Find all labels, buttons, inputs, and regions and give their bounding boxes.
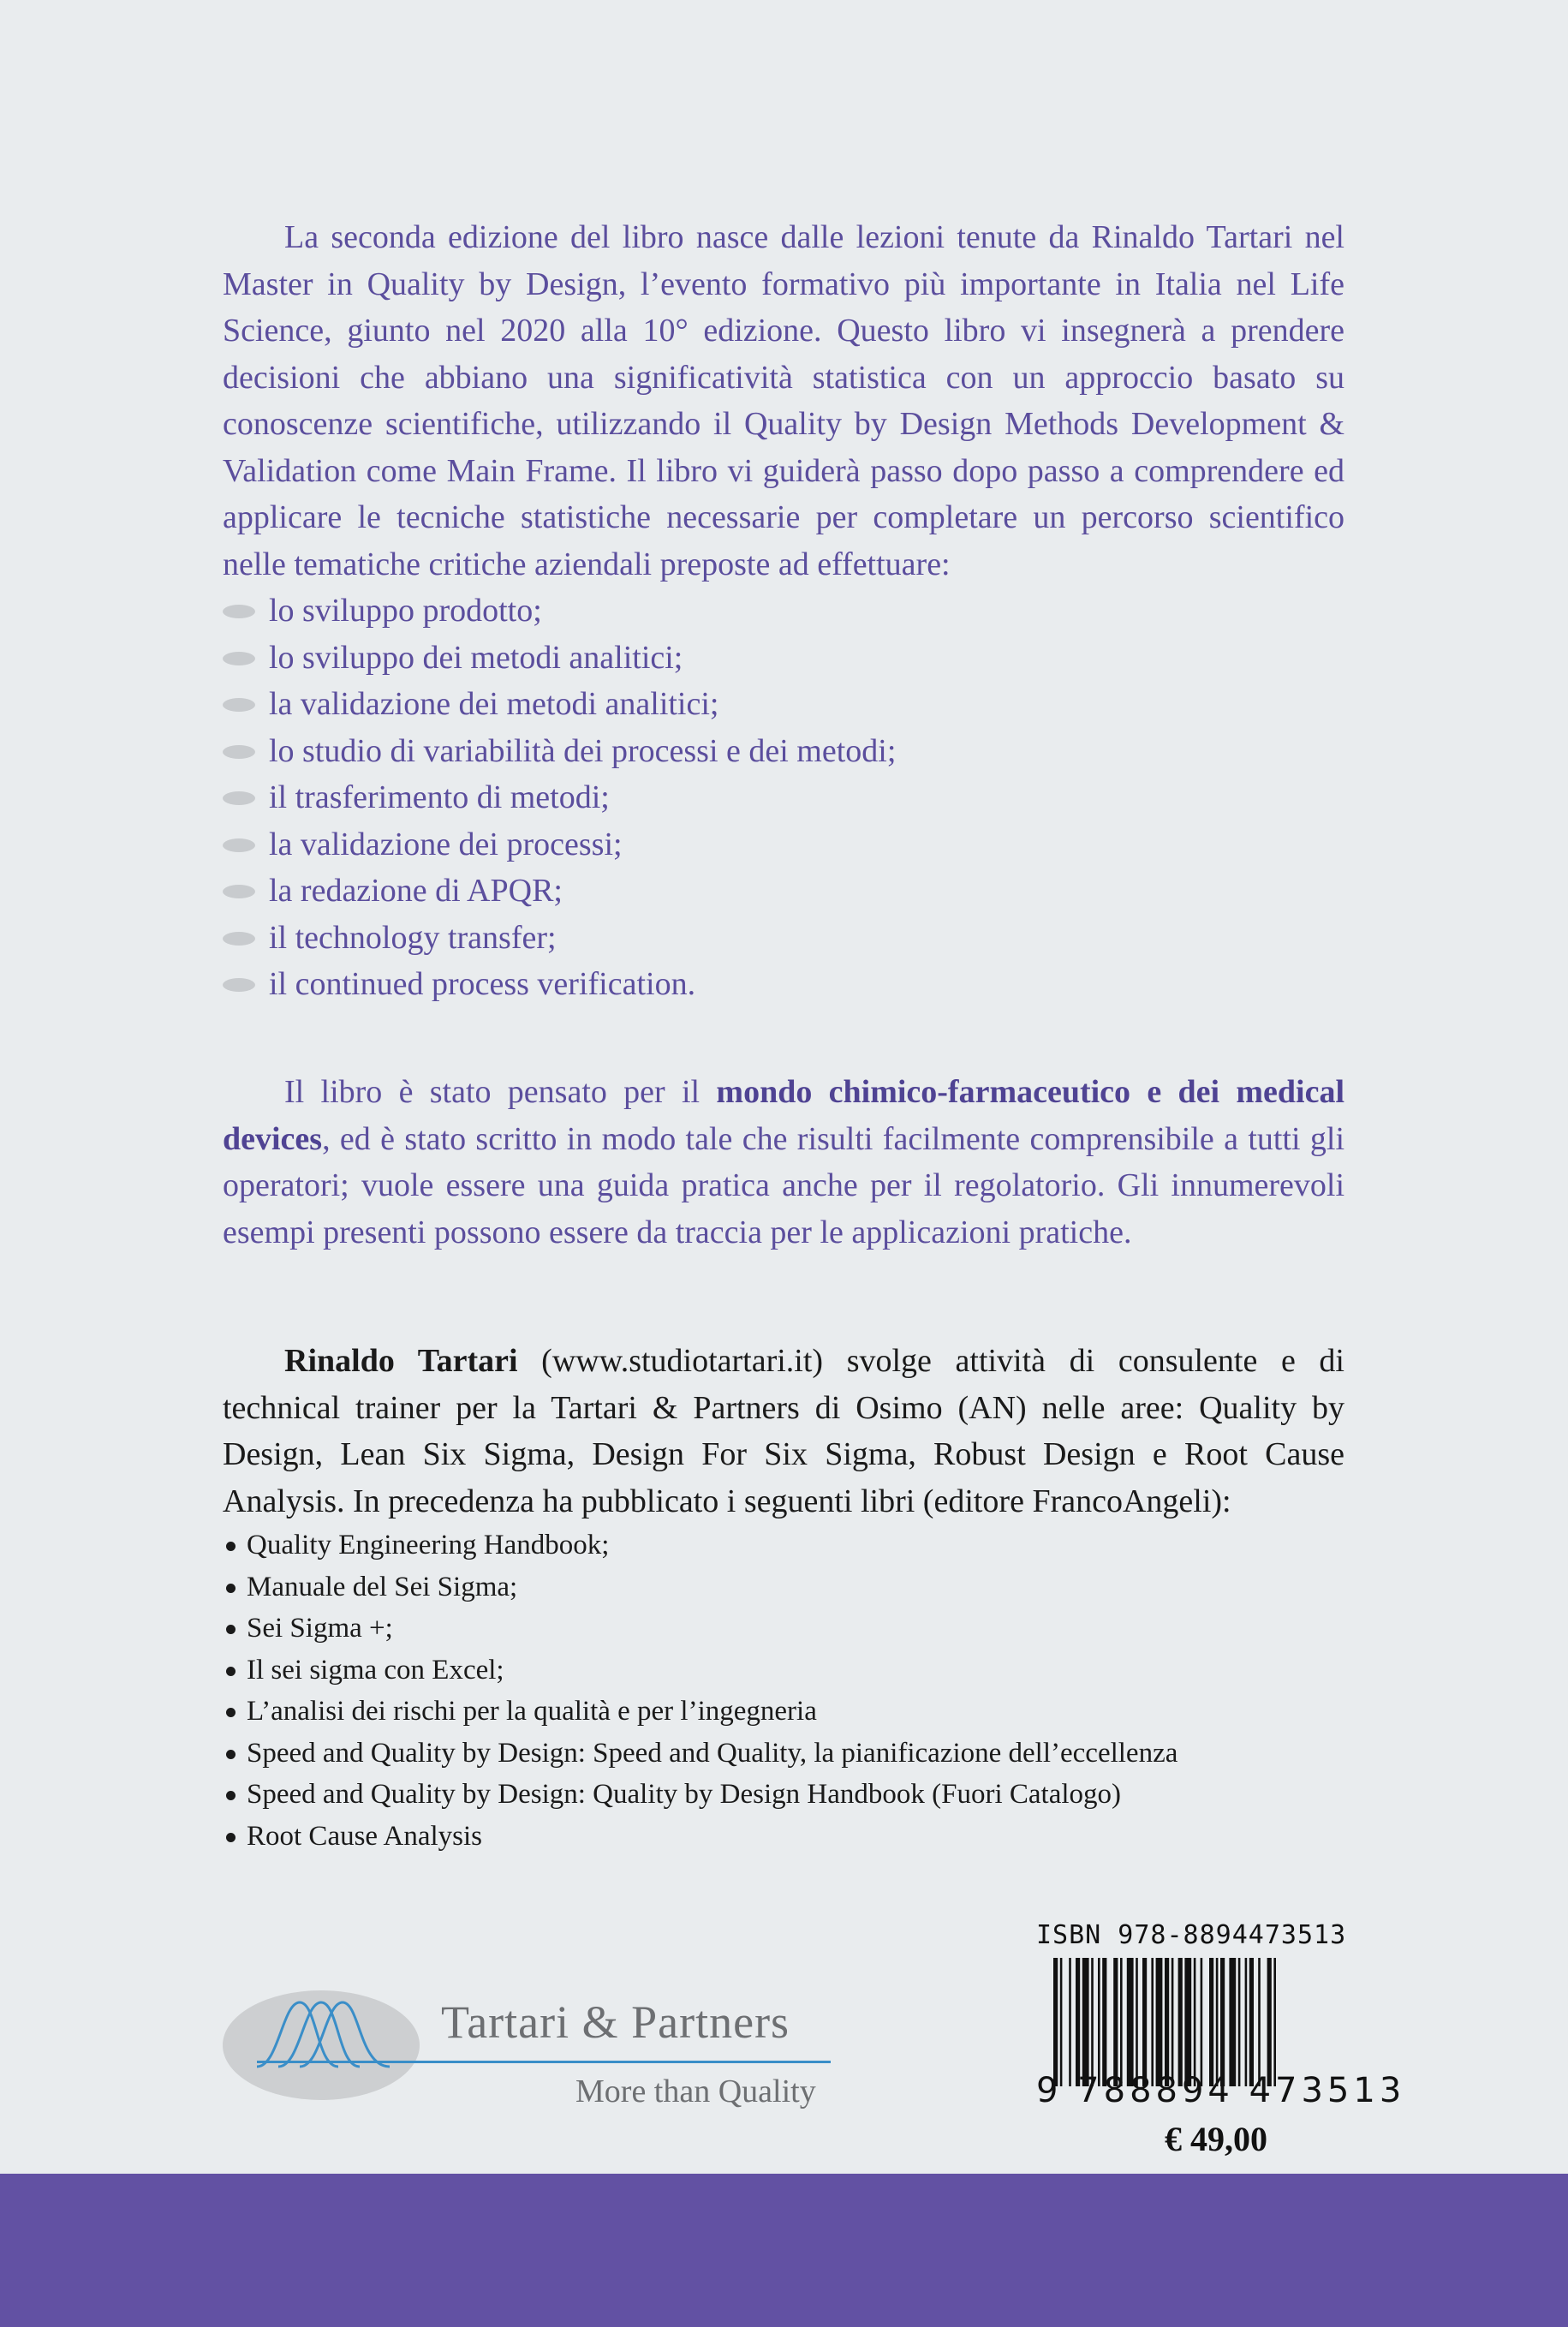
barcode-icon — [1053, 1958, 1344, 2086]
audience-section — [223, 1069, 1344, 1256]
bullet-icon — [223, 652, 255, 665]
logo-name: Tartari & Partners — [441, 1996, 790, 2048]
author-name: Rinaldo Tartari — [284, 1343, 518, 1379]
bottom-band — [0, 2174, 1568, 2327]
bullet-icon — [223, 838, 255, 852]
list-item: Manuale del Sei Sigma; — [223, 1566, 1344, 1608]
logo-tagline: More than Quality — [575, 2073, 816, 2109]
list-item: Speed and Quality by Design: Speed and Quality, la pianificazione dell’eccellenza — [223, 1733, 1344, 1775]
bullet-icon — [226, 1750, 235, 1759]
list-item: il trasferimento di metodi; — [223, 774, 1344, 821]
bullet-icon — [226, 1708, 235, 1717]
bullet-icon — [223, 698, 255, 712]
list-item: Sei Sigma +; — [223, 1608, 1344, 1650]
bullet-icon — [226, 1542, 235, 1551]
list-item: la redazione di APQR; — [223, 868, 1344, 915]
list-item: Root Cause Analysis — [223, 1816, 1344, 1858]
bullet-icon — [223, 885, 255, 898]
intro-paragraph: La seconda edizione del libro nasce dalle lezioni tenute da Rinaldo Tartari nel Master in Quality by Design, l’evento formativo più importante in Italia nel Life Science, giunto nel 2020 alla 10° edizione. Questo libro vi insegnerà a prendere decisioni che abbiano una significatività statistica con un approccio basato su conoscenze scientifiche, utilizzando il Quality by Design Methods Development & Validation come Main Frame. Il libro vi guiderà passo dopo passo a comprendere ed applicare le tecniche statistiche necessarie per completare un percorso scientifico nelle tematiche critiche aziendali preposte ad effettuare: — [223, 219, 1344, 582]
bullet-icon — [226, 1584, 235, 1593]
bullet-icon — [223, 605, 255, 618]
list-item: la validazione dei metodi analitici; — [223, 681, 1344, 728]
list-item: lo studio di variabilità dei processi e dei metodi; — [223, 728, 1344, 775]
bullet-icon — [223, 745, 255, 759]
bullet-icon — [223, 932, 255, 946]
price: € 49,00 — [1165, 2120, 1267, 2158]
audience-highlight: mondo chimico-farmaceutico e dei medical devices — [223, 1074, 1344, 1157]
list-item: lo sviluppo dei metodi analitici; — [223, 635, 1344, 682]
audience-paragraph: Il libro è stato pensato per il mondo chimico-farmaceutico e dei medical devices, ed è stato scritto in modo tale che risulti facilmente comprensibile a tutti gli operatori; vuole essere una guida pratica anche per il regolatorio. Gli innumerevoli esempi presenti possono essere da traccia per le applicazioni pratiche. — [223, 1074, 1344, 1250]
list-item: lo sviluppo prodotto; — [223, 588, 1344, 635]
bullet-icon — [226, 1625, 235, 1634]
author-section — [223, 1338, 1344, 1857]
list-item: L’analisi dei rischi per la qualità e per l’ingegneria — [223, 1691, 1344, 1733]
topics-list — [223, 588, 1344, 1008]
barcode-digits: 9 788894 473513 — [1036, 2071, 1406, 2110]
bullet-icon — [226, 1667, 235, 1676]
list-item: Speed and Quality by Design: Quality by Design Handbook (Fuori Catalogo) — [223, 1774, 1344, 1816]
logo-divider — [257, 2061, 831, 2063]
author-bio: Rinaldo Tartari (www.studiotartari.it) svolge attività di consulente e di technical trainer per la Tartari & Partners di Osimo (AN) nelle aree: Quality by Design, Lean Six Sigma, Design For Six Sigma, Robust Design e Root Cause Analysis. In precedenza ha pubblicato i seguenti libri (editore FrancoAngeli): — [223, 1343, 1344, 1519]
bullet-icon — [223, 791, 255, 805]
list-item: il technology transfer; — [223, 915, 1344, 962]
list-item: Il sei sigma con Excel; — [223, 1650, 1344, 1692]
list-item: il continued process verification. — [223, 961, 1344, 1008]
intro-section — [223, 214, 1344, 1008]
list-item: la validazione dei processi; — [223, 821, 1344, 868]
bullet-icon — [226, 1833, 235, 1842]
bullet-icon — [223, 978, 255, 992]
isbn-label: ISBN 978-8894473513 — [1036, 1920, 1347, 1950]
list-item: Quality Engineering Handbook; — [223, 1524, 1344, 1566]
bullet-icon — [226, 1791, 235, 1800]
books-list — [223, 1524, 1344, 1857]
